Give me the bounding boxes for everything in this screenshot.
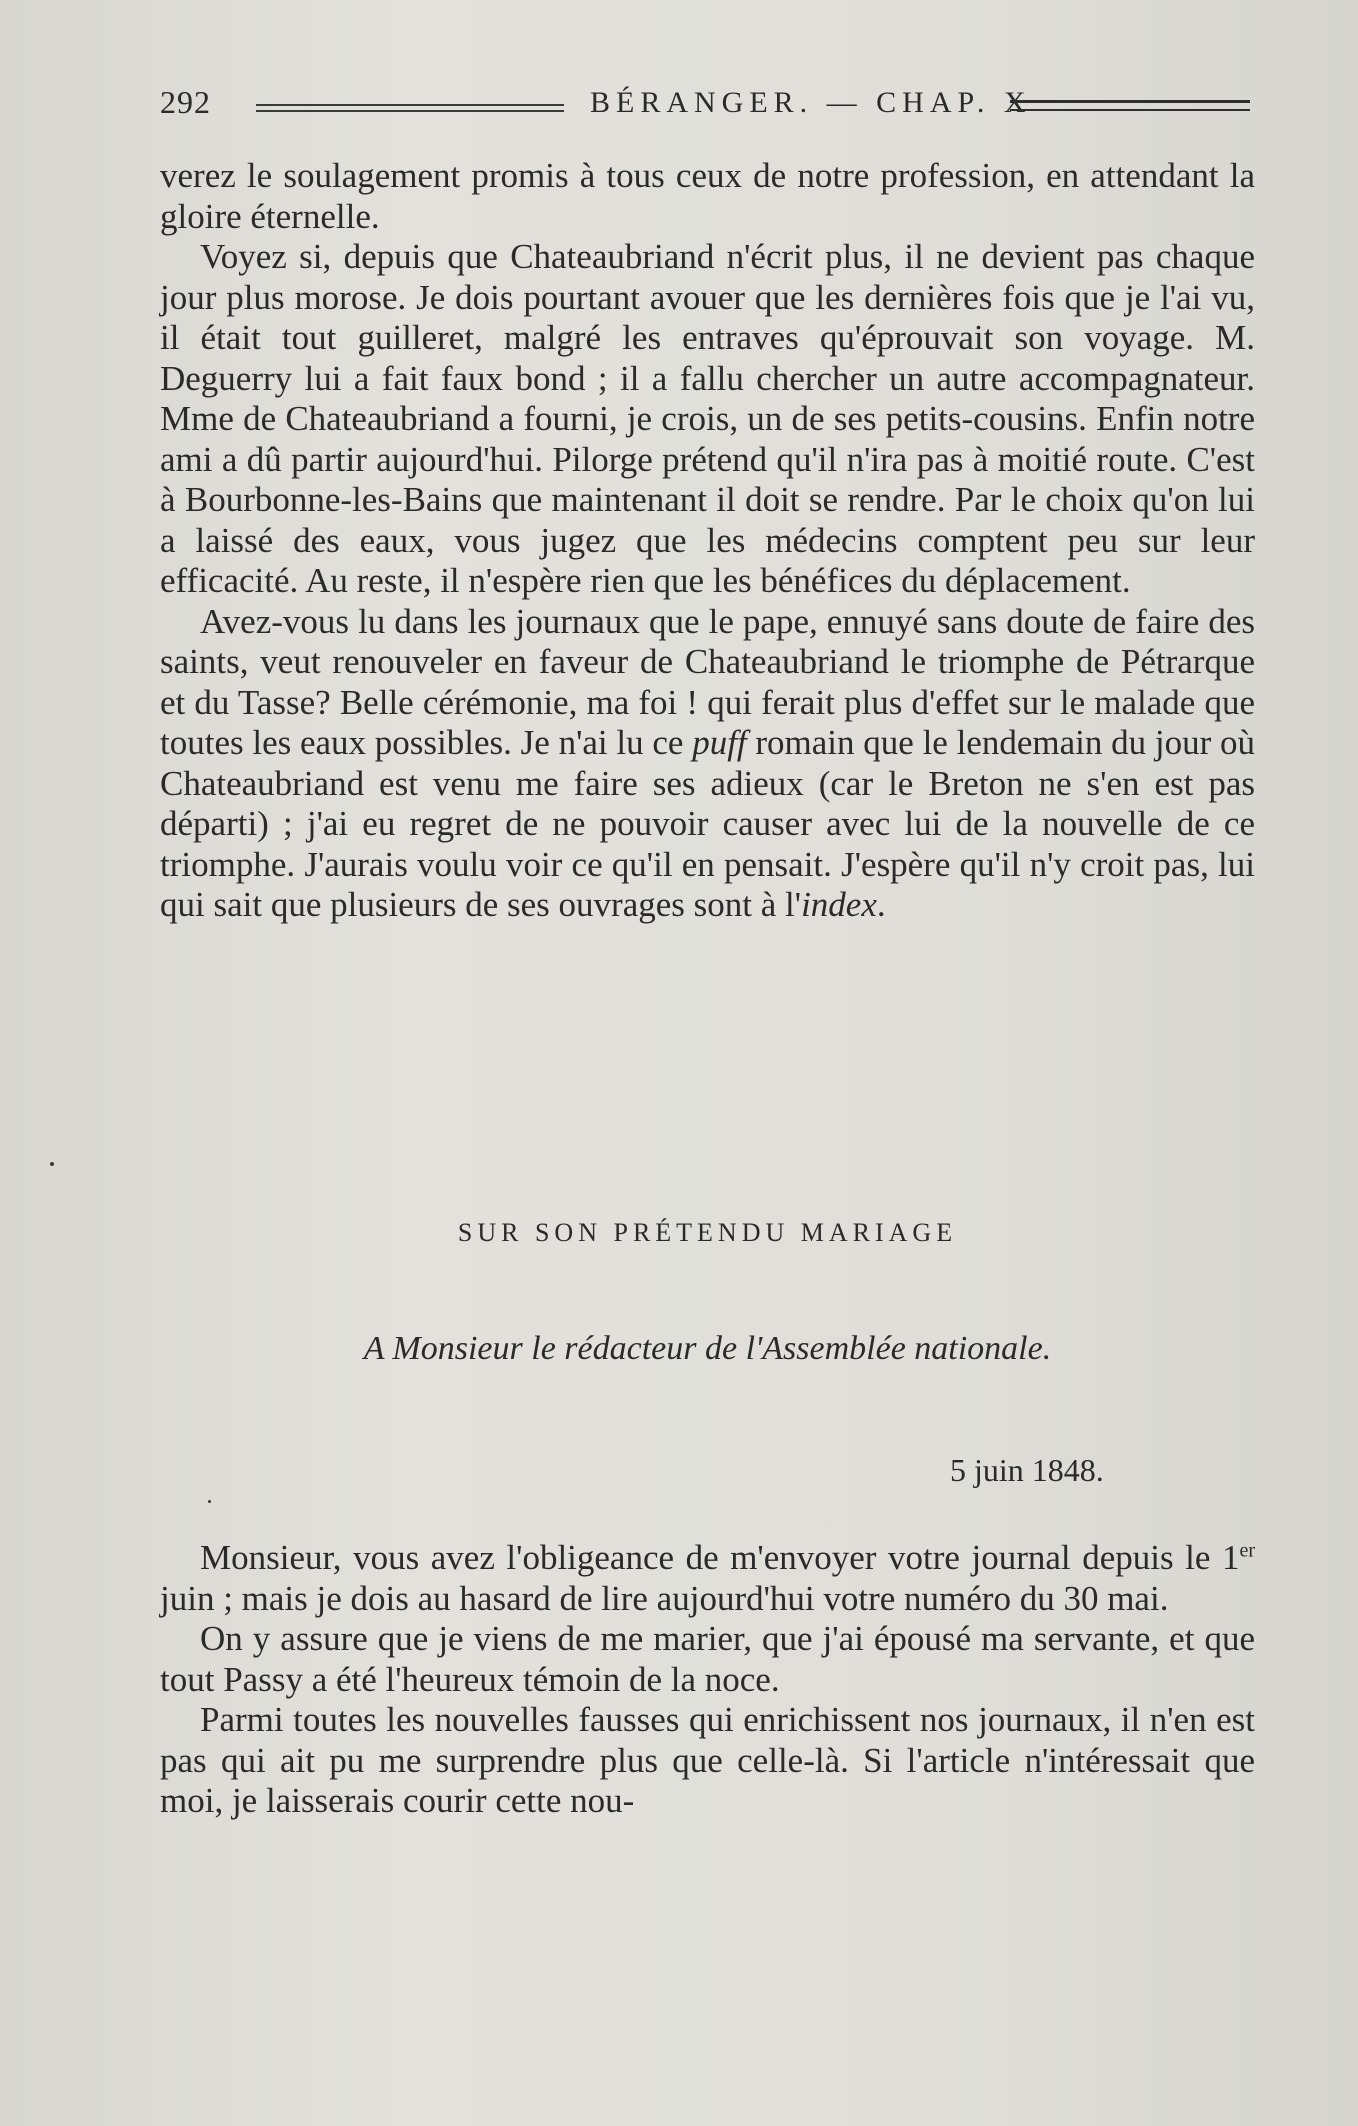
print-speck [50, 1162, 54, 1166]
letter-body-continued [160, 156, 1255, 926]
italic-word-puff: puff [692, 723, 747, 762]
paragraph-3-part-a: Avez-vous lu dans les journaux que le pape, ennuyé sans doute de faire des saints, veut renouveler en faveur de Chateaubriand le triomphe de Pétrarque et du Tasse? Belle cérémonie, ma foi ! qui ferait plus d'effet sur le malade que toutes les eaux possibles. Je n'ai lu ce [160, 601, 1255, 762]
paragraph-2: Voyez si, depuis que Chateaubriand n'écrit plus, il ne devient pas chaque jour plus morose. Je dois pourtant avouer que les dernières fois que je l'ai vu, il était tout guilleret, malgré les entraves qu'éprouvait son voyage. M. Deguerry lui a fait faux bond ; il a fallu chercher un autre accompagnateur. Mme de Chateaubriand a fourni, je crois, un de ses petits-cousins. Enfin notre ami a dû partir aujourd'hui. Pilorge prétend qu'il n'ira pas à moitié route. C'est à Bourbonne-les-Bains que maintenant il doit se rendre. Par le choix qu'on lui a laissé des eaux, vous jugez que les médecins comptent peu sur leur efficacité. Au reste, il n'espère rien que les bénéfices du déplacement. [160, 237, 1255, 600]
letter-body [160, 1538, 1255, 1822]
letter-address: A Monsieur le rédacteur de l'Assemblée nationale. [363, 1330, 1052, 1367]
print-speck [208, 1500, 211, 1503]
paragraph-3-part-b: romain que le lendemain du jour où Chateaubriand est venu me faire ses adieux (car le Breton ne s'en est pas départi) ; j'ai eu regret de ne pouvoir causer avec lui de la nouvelle de ce triomphe. J'aurais voulu voir ce qu'il en pensait. J'espère qu'il n'y croit pas, lui qui sait que plusieurs de ses ouvrages sont à l' [160, 723, 1255, 924]
header-rule-right [1010, 100, 1250, 111]
paragraph-3-part-c: . [876, 885, 886, 924]
letter-date: 5 juin 1848. [950, 1452, 1104, 1488]
letter-paragraph-1 [160, 1538, 1255, 1619]
letter-paragraph-3: Parmi toutes les nouvelles fausses qui enrichissent nos journaux, il n'en est pas qui ait pu me surprendre plus que celle-là. Si l'article n'intéressait que moi, je laisserais courir cette nou- [160, 1700, 1255, 1820]
letter-paragraph-1-part-b: juin ; mais je dois au hasard de lire aujourd'hui votre numéro du 30 mai. [160, 1578, 1169, 1618]
section-heading: SUR SON PRÉTENDU MARIAGE [457, 1218, 958, 1247]
letter-paragraph-2: On y assure que je viens de me marier, que j'ai épousé ma servante, et que tout Passy a été l'heureux témoin de la noce. [160, 1619, 1255, 1699]
header-rule-left [256, 104, 564, 112]
letter-paragraph-1-part-a: Monsieur, vous avez l'obligeance de m'envoyer votre journal depuis le 1 [200, 1538, 1240, 1577]
paragraph-1: verez le soulagement promis à tous ceux de notre profession, en attendant la gloire éternelle. [160, 156, 1255, 236]
page-number: 292 [160, 84, 211, 120]
italic-word-index: index [801, 885, 877, 924]
running-header [160, 82, 1250, 132]
running-title: BÉRANGER. — CHAP. X [590, 86, 1032, 119]
paragraph-3 [160, 602, 1255, 926]
superscript-er: er [1239, 1539, 1255, 1562]
